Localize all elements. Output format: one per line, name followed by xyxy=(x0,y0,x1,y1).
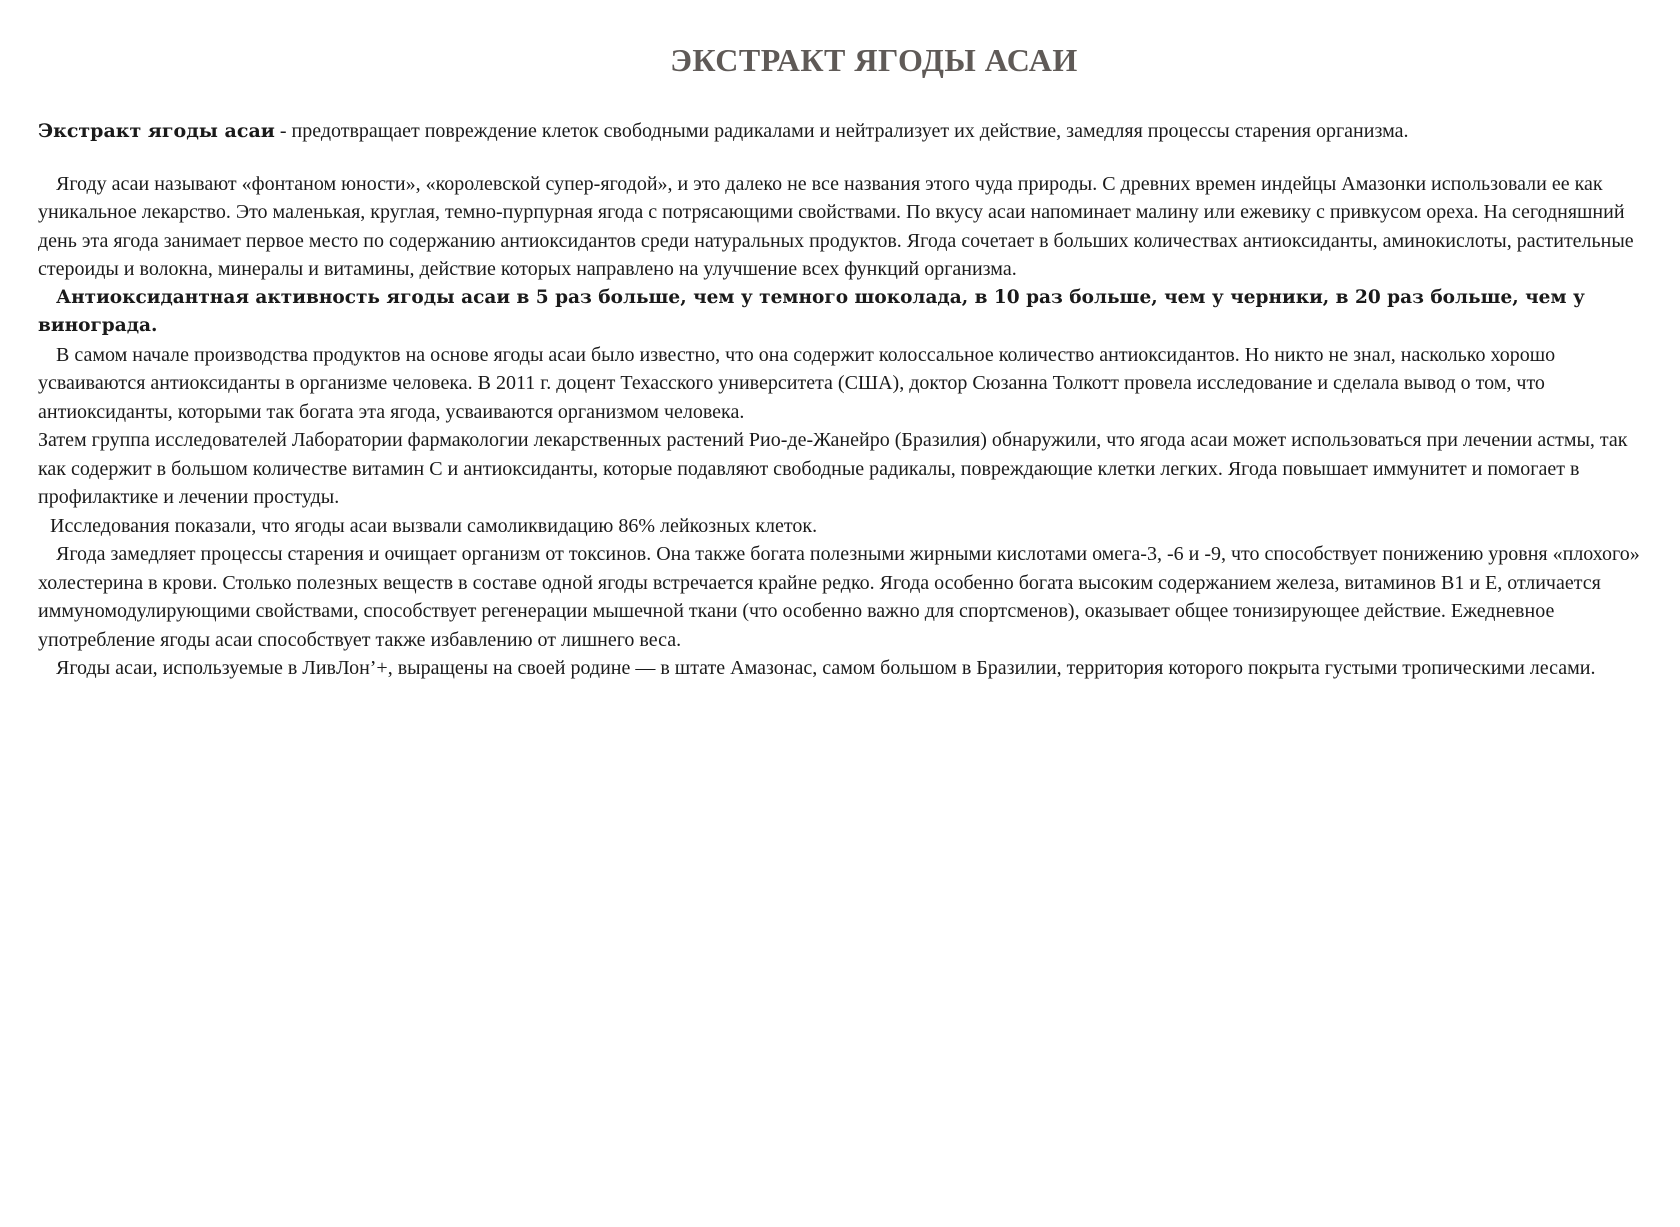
intro-text: - предотвращает повреждение клеток свободными радикалами и нейтрализует их действие, замедляя процессы старения организма. xyxy=(274,120,1409,142)
paragraph-leukemia-study: Исследования показали, что ягоды асаи вызвали самоликвидацию 86% лейкозных клеток. xyxy=(50,514,818,537)
paragraph-antioxidant-highlight: Антиоксидантная активность ягоды асаи в 5 раз больше, чем у темного шоколада, в 10 раз больше, чем у черники, в 20 раз больше, чем у винограда. xyxy=(38,286,1585,336)
intro-lead: Экстракт ягоды асаи xyxy=(38,120,275,142)
intro-paragraph xyxy=(38,117,1650,146)
page-title: ЭКСТРАКТ ЯГОДЫ АСАИ xyxy=(670,42,1078,78)
document-page xyxy=(38,38,1650,683)
paragraph-research-rio: Затем группа исследователей Лаборатории фармакологии лекарственных растений Рио-де-Жанейро (Бразилия) обнаружили, что ягода асаи может использоваться при лечении астмы, так как содержит в большом количестве витамин С и антиоксиданты, которые подавляют свободные радикалы, повреждающие клетки легких. Ягода повышает иммунитет и помогает в профилактике и лечении простуды. xyxy=(38,429,1628,508)
paragraph-benefits: Ягода замедляет процессы старения и очищает организм от токсинов. Она также богата полезными жирными кислотами омега-3, -6 и -9, что способствует понижению уровня «плохого» холестерина в крови. Столько полезных веществ в составе одной ягоды встречается крайне редко. Ягода особенно богата высоким содержанием железа, витаминов В1 и Е, отличается иммуномодулирующими свойствами, способствует регенерации мышечной ткани (что особенно важно для спортсменов), оказывает общее тонизирующее действие. Ежедневное употребление ягоды асаи способствует также избавлению от лишнего веса. xyxy=(38,543,1640,651)
paragraph-origin: Ягоды асаи, используемые в ЛивЛон’+, выращены на своей родине — в штате Амазонас, самом большом в Бразилии, территория которого покрыта густыми тропическими лесами. xyxy=(56,657,1596,679)
paragraph-research-texas: В самом начале производства продуктов на основе ягоды асаи было известно, что она содержит колоссальное количество антиоксидантов. Но никто не знал, насколько хорошо усваиваются антиоксиданты в организме человека. В 2011 г. доцент Техасского университета (США), доктор Сюзанна Толкотт провела исследование и сделала вывод о том, что антиоксиданты, которыми так богата эта ягода, усваиваются организмом человека. xyxy=(38,343,1556,423)
paragraph-description: Ягоду асаи называют «фонтаном юности», «королевской супер-ягодой», и это далеко не все названия этого чуда природы. С древних времен индейцы Амазонки использовали ее как уникальное лекарство. Это маленькая, круглая, темно-пурпурная ягода с потрясающими свойствами. По вкусу асаи напоминает малину или ежевику с привкусом ореха. На сегодняшний день эта ягода занимает первое место по содержанию антиоксидантов среди натуральных продуктов. Ягода сочетает в больших количествах антиоксиданты, аминокислоты, растительные стероиды и волокна, минералы и витамины, действие которых направлено на улучшение всех функций организма. xyxy=(38,172,1634,280)
